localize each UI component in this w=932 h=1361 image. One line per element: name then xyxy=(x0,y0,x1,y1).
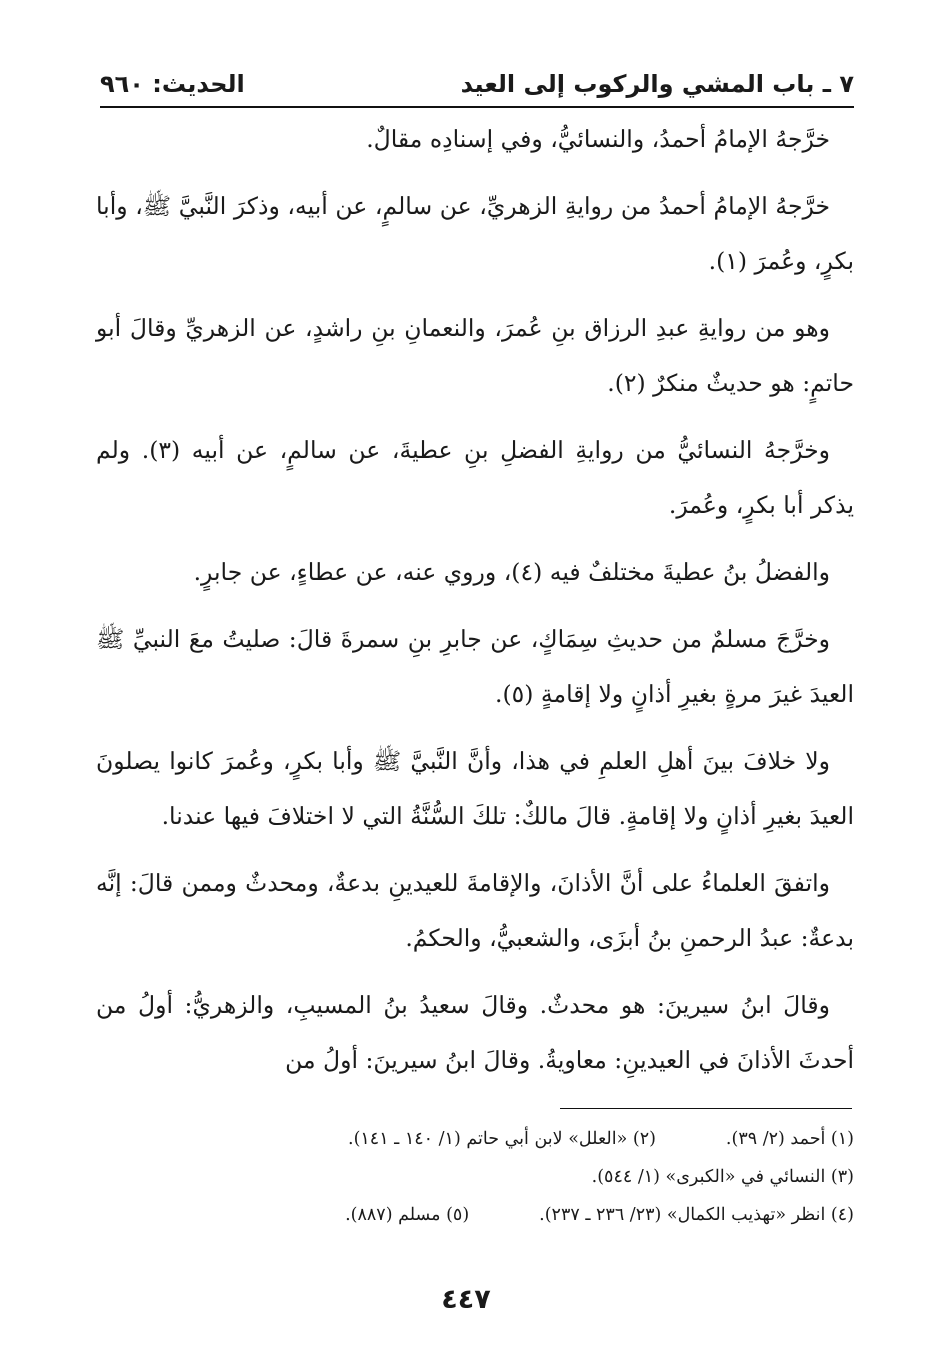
paragraph: والفضلُ بنُ عطيةَ مختلفٌ فيه (٤)، وروي عنه، عن عطاءٍ، عن جابرٍ. xyxy=(193,558,830,586)
hadith-number: الحديث: ٩٦٠ xyxy=(100,70,245,98)
paragraph: ولا خلافَ بينَ أهلِ العلمِ في هذا، وأنَّ النَّبيَّ ﷺ وأبا بكرٍ، وعُمرَ كانوا يصلونَ العيدَ بغيرِ أذانٍ ولا إقامةٍ. قالَ مالكٌ: تلكَ السُّنَّةُ التي لا اختلافَ فيها عندنا. xyxy=(96,747,854,830)
footnotes xyxy=(100,1120,854,1234)
paragraph: وخرَّجهُ النسائيُّ من روايةِ الفضلِ بنِ عطيةَ، عن سالمٍ، عن أبيه (٣). ولم يذكر أبا بكرٍ، وعُمرَ. xyxy=(96,436,854,519)
footnote: (٣) النسائي في «الكبرى» (١/ ٥٤٤). xyxy=(591,1167,854,1187)
footnote: (٤) انظر «تهذيب الكمال» (٢٣/ ٢٣٦ ـ ٢٣٧). xyxy=(539,1205,854,1225)
paragraph: وقالَ ابنُ سيرينَ: هو محدثٌ. وقالَ سعيدُ بنُ المسيبِ، والزهريُّ: أولُ من أحدثَ الأذانَ في العيدينِ: معاويةُ. وقالَ ابنُ سيرينَ: أولُ من xyxy=(96,991,854,1074)
paragraph: وهو من روايةِ عبدِ الرزاق بنِ عُمرَ، والنعمانِ بنِ راشدٍ، عن الزهريِّ وقالَ أبو حاتمٍ: هو حديثٌ منكرٌ (٢). xyxy=(96,314,854,397)
header-rule xyxy=(100,106,854,108)
paragraph: وخرَّجَ مسلمٌ من حديثِ سِمَاكٍ، عن جابرِ بنِ سمرةَ قالَ: صليتُ معَ النبيِّ ﷺ العيدَ غيرَ مرةٍ بغيرِ أذانٍ ولا إقامةٍ (٥). xyxy=(96,625,854,708)
chapter-title: ٧ ـ باب المشي والركوب إلى العيد xyxy=(460,70,854,98)
main-text xyxy=(96,112,854,1100)
page-number: ٤٤٧ xyxy=(441,1284,491,1315)
paragraph: واتفقَ العلماءُ على أنَّ الأذانَ، والإقامةَ للعيدينِ بدعةٌ، ومحدثٌ وممن قالَ: إنَّه بدعةٌ: عبدُ الرحمنِ بنُ أبزَى، والشعبيُّ، والحكمُ. xyxy=(96,869,854,952)
footnote-row xyxy=(100,1120,854,1158)
paragraph: خرَّجهُ الإمامُ أحمدُ من روايةِ الزهريِّ، عن سالمٍ، عن أبيه، وذكرَ النَّبيَّ ﷺ، وأبا بكرٍ، وعُمرَ (١). xyxy=(96,192,854,275)
paragraph: خرَّجهُ الإمامُ أحمدُ، والنسائيُّ، وفي إسنادِه مقالٌ. xyxy=(366,125,830,153)
footnote: (١) أحمد (٢/ ٣٩). xyxy=(725,1129,854,1149)
footnote-row xyxy=(100,1158,854,1196)
footnote-rule xyxy=(560,1108,852,1109)
running-header xyxy=(100,64,854,104)
footnote: (٢) «العلل» لابن أبي حاتم (١/ ١٤٠ ـ ١٤١). xyxy=(348,1129,656,1149)
footnote-row xyxy=(100,1196,854,1234)
footnote: (٥) مسلم (٨٨٧). xyxy=(345,1205,470,1225)
